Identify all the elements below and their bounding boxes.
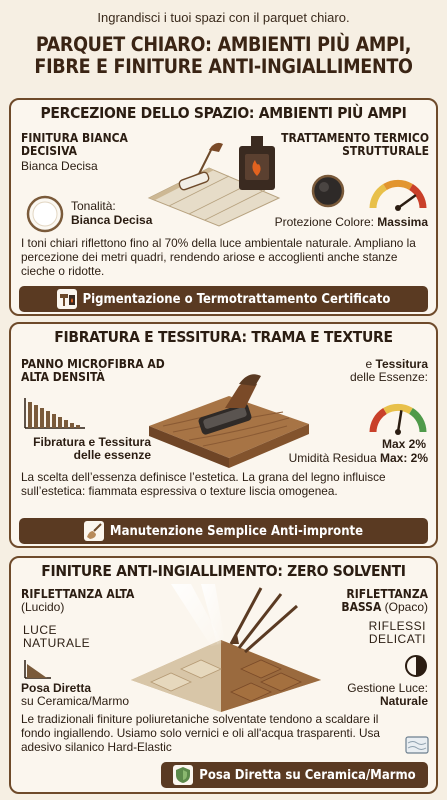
panel1-title: PERCEZIONE DELLO SPAZIO: AMBIENTI PIÙ AMPI [40,104,407,122]
light-value: Naturale [379,694,428,708]
low-refl-sub: (Opaco) [384,600,428,614]
low-refl-title: RIFLETTANZA BASSA [341,587,428,614]
white-tone-swatch-icon [25,194,65,234]
protection-readout [275,216,428,229]
natural-light-label: LUCE NATURALE [23,623,91,650]
tone-label: Tonalità: [71,199,116,213]
light-management-label [347,682,428,708]
panel-space-perception [9,98,438,316]
max-label: Max 2% [381,437,426,451]
panel2-footer-text: Manutenzione Semplice Anti-impronte [109,523,364,539]
protection-label: Protezione Colore: [274,215,374,229]
panel1-footer-text: Pigmentazione o Termotrattamento Certificato [82,291,391,307]
essence-prefix: e [365,357,373,371]
panel2-title: FIBRATURA E TESSITURA: TRAMA E TEXTURE [54,328,393,346]
dark-protection-disc-icon [311,174,345,208]
essence-rest: delle Essenze: [349,370,428,384]
panel1-footer-banner [19,286,428,312]
protection-gauge-icon [367,174,429,212]
humidity-label: Umidità Residua [288,451,377,465]
fiber-density-bars-icon [23,396,87,430]
panel3-footer-text: Posa Diretta su Ceramica/Marmo [199,767,416,783]
protection-value: Massima [377,215,428,229]
fiber-label: Fibratura e Tessitura delle essenze [33,435,151,462]
panel1-body: I toni chiari riflettono fino al 70% della luce ambientale naturale. Ampliano la percezione dei metri quadri, rendendo ariose e accoglienti anche stanze cieche o ridotte. [21,236,416,278]
light-management-icon [404,654,428,678]
headline-line-1: PARQUET CHIARO: AMBIENTI PIÙ AMPI, [35,33,412,56]
essence-bold: Tessitura [375,357,428,371]
high-refl-title: RIFLETTANZA ALTA [21,587,135,601]
panel2-footer-banner [19,518,428,544]
headline-line-2: FIBRE E FINITURE ANTI-INGIALLIMENTO [34,55,413,78]
panel3-title: FINITURE ANTI-INGIALLIMENTO: ZERO SOLVENTI [41,562,406,580]
direct-sub: su Ceramica/Marmo [21,694,130,708]
panel3-body: Le tradizionali finiture poliuretaniche solventate tendono a scaldare il fondo ingiallendo. Usiamo solo vernici e oli all'acqua trasparenti. Usa adesivo silanico Hard-Elastic [21,712,380,754]
humidity-value: Max: 2% [379,451,428,465]
finish-subtitle: Bianca Decisa [21,159,98,173]
thermal-title: TRATTAMENTO TERMICO STRUTTURALE [281,131,429,158]
light-label: Gestione Luce: [347,681,428,695]
brush-icon [84,521,104,541]
ceramic-tile-icon [405,736,429,754]
humidity-readout [289,452,428,465]
panel3-footer-banner [161,762,428,788]
cloth-title: PANNO MICROFIBRA AD ALTA DENSITÀ [21,357,165,384]
panel-fiber-texture [9,322,438,548]
intro-text: Ingrandisci i tuoi spazi con il parquet chiaro. [97,10,350,25]
wood-board-brush-illustration [143,354,313,478]
direct-install-label [21,682,161,708]
high-refl-sub: (Lucido) [21,600,65,614]
panel2-body: La scelta dell’essenza definisce l’estetica. La grana del legno influisce sull’estetica: fiammata espressiva o texture liscia omogenea. [21,470,386,498]
headline [8,34,439,78]
direct-title: Posa Diretta [21,681,92,695]
roller-stove-icon [57,289,77,309]
tile-steps-icon [23,658,53,680]
humidity-gauge-icon [367,396,429,436]
shield-icon [173,765,193,785]
soft-reflections-label: RIFLESSI DELICATI [368,619,426,646]
tone-value: Bianca Decisa [71,213,153,227]
finish-title: FINITURA BIANCA DECISIVA [21,131,128,158]
essence-label [308,358,428,384]
panel-anti-yellowing [9,556,438,794]
floor-roller-stove-illustration [139,128,289,228]
